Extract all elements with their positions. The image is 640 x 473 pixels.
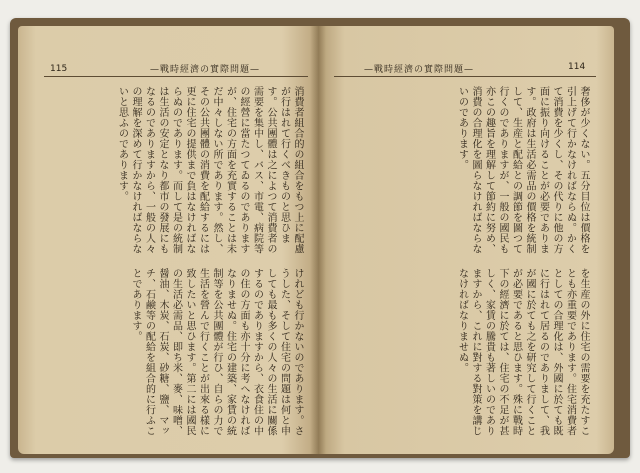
left-header-rule (44, 76, 308, 77)
right-header-rule (334, 76, 596, 77)
right-running-head: —戰時經濟の實際問題— (364, 65, 475, 75)
book-gutter (310, 26, 326, 454)
left-running-head: —戰時經濟の實際問題— (150, 65, 261, 75)
right-upper-text-block: 奢侈が少くない。五分目位は價格を引上げて行かなければならぬ。かくて消費を少くし、その代りに他の方面に振り向けることが必要であります。政府は生活必需品の價格を統制して、生産と配給との調節を圖つて行くのでありますが、一般の國民も亦この趣旨を理解して節約に努め、消費の合理化を圖らなければならないのであります。 (456, 86, 589, 254)
right-page-number: 114 (568, 62, 586, 72)
right-lower-text-block: を生産の外に住宅の需要を充たすことも亦重要であります。住宅消費者としての合理化は、外國に於ても既に行はれて居るのでありまして、我が國に於ても之を研究して行くことが必要であると思ひます。殊に戰時下の經濟に於ては、住宅の不足が甚しく、家賃の騰貴も著しいのでありますから、これに對する對策を講じなければなりませぬ。 (456, 268, 589, 436)
left-lower-text-block: けれども行かないのであります。さうした、そして住宅の問題は何と申しても最も多くの人々の生活に關係するのでありますから、衣食住の中の住の方面も亦十分に考へなければなりませぬ。住宅の建築、家賃の統制等を公共團體が行ひ、自らの力で生活を營んで行くことが出來る樣に致したいと思ひます。第二には國民の生活必需品、即ち米、麥、味噌、醤油、木炭、石炭、砂糖、鹽、マッチ、石鹸等の配給を組合的に行ふことであります。 (130, 268, 303, 436)
left-upper-text-block: 消費者組合的の組合をもつ上に配慮が行はれて行くべきものと思ひます。公共團體は之によつて消費者の需要を集中し、バス、市電、病院等の經營に當たつてゐるのでありますが、住宅の方面を充實することは未だ中々しない所であります。然し、その公共團體の消費を配給するには更に住宅の提供まで負はなければならぬのであります。而して是の統制は生活の安定となり都市の發展にもなるのでありますから、一般の人々の理解を深めて行かなければならないと思ふのであります。 (116, 86, 303, 254)
left-page-number: 115 (50, 64, 68, 74)
